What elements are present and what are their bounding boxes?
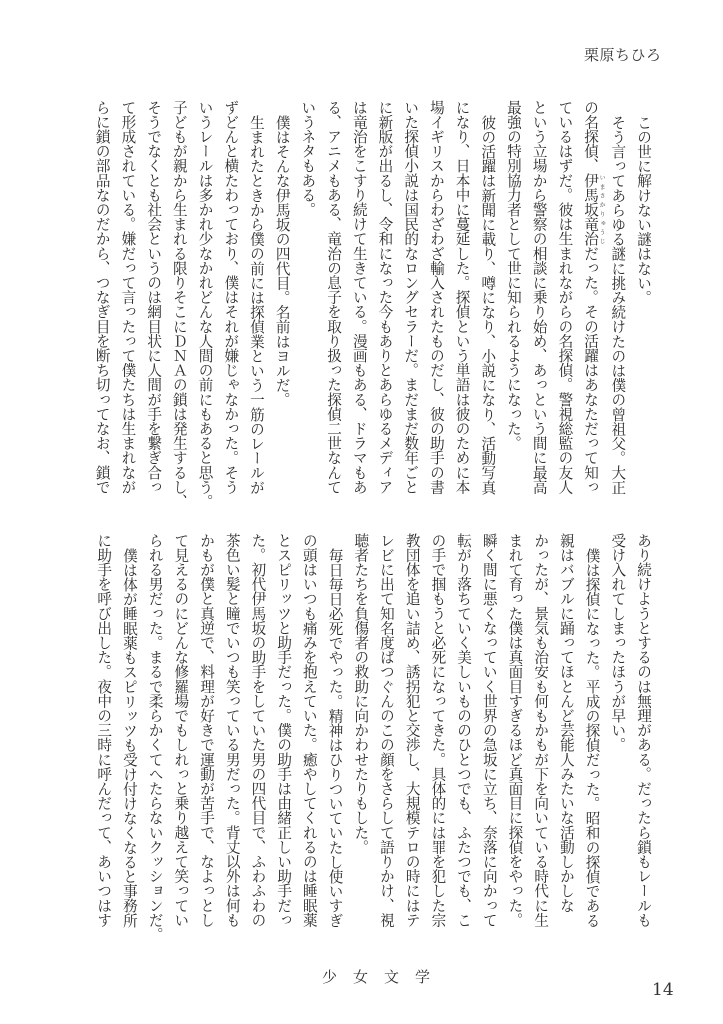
- text-line: 彼の活躍は新聞に載り、噂になり、小説になり、活動写真: [479, 114, 497, 495]
- author-name: 栗原ちひろ: [584, 46, 662, 64]
- text-line: レビに出て知名度ばつぐんのこの顔をさらして語りかけ、視: [377, 533, 395, 928]
- text-line: ずどんと横たわっており、僕はそれが嫌じゃなかった。そう: [222, 100, 240, 495]
- text-line: 僕はそんな伊馬坂の四代目。名前はヨルだ。: [273, 114, 291, 407]
- text-line: た。初代伊馬坂の助手をしていた男の四代目で、ふわふわの: [249, 533, 267, 928]
- top-text-block: [90, 100, 656, 509]
- text-line: る、アニメもある、竜治の息子を取り扱った探偵二世なんて: [325, 100, 343, 495]
- text-line: 茶色い髪と瞳でいつも笑っている男だった。背丈以外は何も: [223, 533, 241, 928]
- text-line: いうネタもある。: [299, 100, 317, 217]
- text-line: 聴者たちを負傷者の救助に向かわせたりもした。: [352, 533, 370, 855]
- text-line-with-ruby: [577, 100, 604, 500]
- page-number: 14: [652, 980, 674, 1000]
- text-line: まれて育った僕は真面目すぎるほど真面目に探偵をやった。: [506, 533, 524, 928]
- text-line: られる男だった。まるで柔らかくてへたらないクッションだ。: [146, 533, 164, 942]
- text-line: 教団体を追い詰め、誘拐犯と交渉し、大規模テロの時にはテ: [403, 533, 421, 928]
- text-line: は竜治をこすり続けて生きている。漫画もある、ドラマもあ: [350, 100, 368, 495]
- text-line: 受け入れてしまったほうが早い。: [609, 533, 627, 752]
- ruby-base: 伊馬坂竜治: [582, 173, 600, 246]
- text-line: 最強の特別協力者として世に知られるようになった。: [504, 100, 522, 451]
- text-line: いうレールは多かれ少なかれどんな人間の前にもあると思う。: [196, 100, 214, 509]
- text-line: に新版が出るし、令和になった今もありとあらゆるメディア: [376, 100, 394, 495]
- text-line: 僕は探偵になった。平成の探偵だった。昭和の探偵である: [583, 547, 601, 928]
- text-line: 場イギリスからわざわざ輸入されたものだし、彼の助手の書: [427, 100, 445, 495]
- text-line: いた探偵小説は国民的なロングセラーだ。まだまだ数年ごと: [402, 100, 420, 495]
- magazine-title: 少女文学: [322, 968, 447, 986]
- text-line: という立場から警察の相談に乗り始め、あっという間に最高: [530, 100, 548, 495]
- text-line: そうでなくとも社会というのは網目状に人間が手を繋ぎ合っ: [145, 100, 163, 495]
- ruby-name: [582, 173, 606, 246]
- text-line: て見えるのにどんな修羅場でもしれっと乗り越えて笑ってい: [172, 533, 190, 928]
- text-line: になり、日本中に蔓延した。探偵という単語は彼のために本: [453, 100, 471, 495]
- text-line: 僕は体が睡眠薬もスピリッツも受け付けなくなると事務所: [120, 547, 138, 928]
- text-segment: だった。その活躍はあなただって知っ: [582, 246, 600, 495]
- text-line: らに鎖の部品なのだから、つなぎ目を断ち切ってなお、鎖で: [93, 100, 111, 495]
- text-line: かったが、景気も治安も何もかもが下を向いている時代に生: [532, 533, 550, 928]
- text-line: 生まれたときから僕の前には探偵業という一筋のレールが: [247, 114, 265, 495]
- text-line: て形成されている。嫌だって言ったって僕たちは生まれなが: [119, 100, 137, 495]
- text-line: 毎日毎日必死でやった。精神はひりついていたし使いすぎ: [326, 547, 344, 928]
- text-line: かもが僕と真逆で、料理が好きで運動が苦手で、なよっとし: [198, 533, 216, 928]
- text-line: ているはずだ。彼は生まれながらの名探偵。警視総監の友人: [556, 100, 574, 495]
- text-line: そう言ってあらゆる謎に挑み続けたのは僕の曾祖父。大正: [609, 114, 627, 495]
- bottom-text-block: [90, 533, 656, 942]
- text-line: に助手を呼び出した。夜中の三時に呼んだって、あいつはす: [95, 533, 113, 928]
- text-line: この世に解けない謎はない。: [635, 114, 652, 305]
- text-line: の手で掴もうと必死になってきた。具体的には罪を犯した宗: [429, 533, 447, 928]
- text-line: 瞬く間に悪くなっていく世界の急坂に立ち、奈落に向かって: [480, 533, 498, 928]
- text-line: とスピリッツと助手だった。僕の助手は由緒正しい助手だっ: [275, 533, 293, 928]
- text-line: の頭はいつも痛みを抱えていた。癒やしてくれるのは睡眠薬: [300, 533, 318, 928]
- ruby-reading: いまさかりゅうじ: [598, 173, 606, 246]
- text-line: 子どもが親から生まれる限りそこにＤＮＡの鎖は発生するし、: [170, 100, 188, 509]
- text-line: 親はバブルに踊ってほとんど芸能人みたいな活動しかしな: [557, 533, 575, 913]
- text-line: 転がり落ちていく美しいもののひとつでも、ふたつでも、こ: [455, 533, 473, 928]
- text-segment: の名探偵、: [582, 100, 600, 173]
- text-line: あり続けようとするのは無理がある。だったら鎖もレールも: [635, 533, 652, 928]
